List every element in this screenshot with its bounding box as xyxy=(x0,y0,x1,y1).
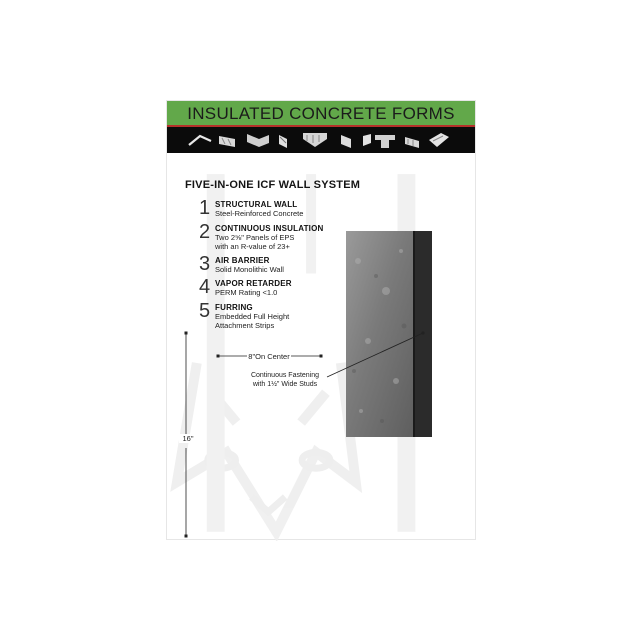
feature-text: Solid Monolithic Wall xyxy=(215,265,284,274)
feature-text: Steel-Reinforced Concrete xyxy=(215,209,304,218)
dimension-lines xyxy=(167,101,477,541)
feature-number: 1 xyxy=(199,197,211,219)
section-heading: FIVE-IN-ONE ICF WALL SYSTEM xyxy=(185,179,361,191)
feature-title: AIR BARRIER xyxy=(215,256,270,265)
feature-title: CONTINUOUS INSULATION xyxy=(215,224,324,233)
callout-line: with 1½" Wide Studs xyxy=(252,381,318,388)
feature-number: 3 xyxy=(199,253,211,275)
feature-text: PERM Rating <1.0 xyxy=(215,288,278,297)
feature-text: Embedded Full Height xyxy=(215,312,290,321)
stud-spacing-label: 8"On Center xyxy=(248,352,290,361)
feature-number: 2 xyxy=(199,221,211,243)
feature-title: FURRING xyxy=(215,303,253,312)
fastening-callout xyxy=(237,371,333,389)
feature-text: with an R-value of 23+ xyxy=(215,242,290,251)
feature-title: STRUCTURAL WALL xyxy=(215,200,298,209)
height-label: 16" xyxy=(179,434,197,443)
callout-line: Continuous Fastening xyxy=(250,372,320,379)
feature-title: VAPOR RETARDER xyxy=(215,279,292,288)
banner-title: INSULATED CONCRETE FORMS xyxy=(187,104,455,123)
icf-info-card xyxy=(166,100,476,540)
feature-number: 4 xyxy=(199,276,211,298)
feature-number: 5 xyxy=(199,300,211,322)
feature-text: Attachment Strips xyxy=(215,321,275,330)
feature-text: Two 2⅝" Panels of EPS xyxy=(215,233,295,242)
